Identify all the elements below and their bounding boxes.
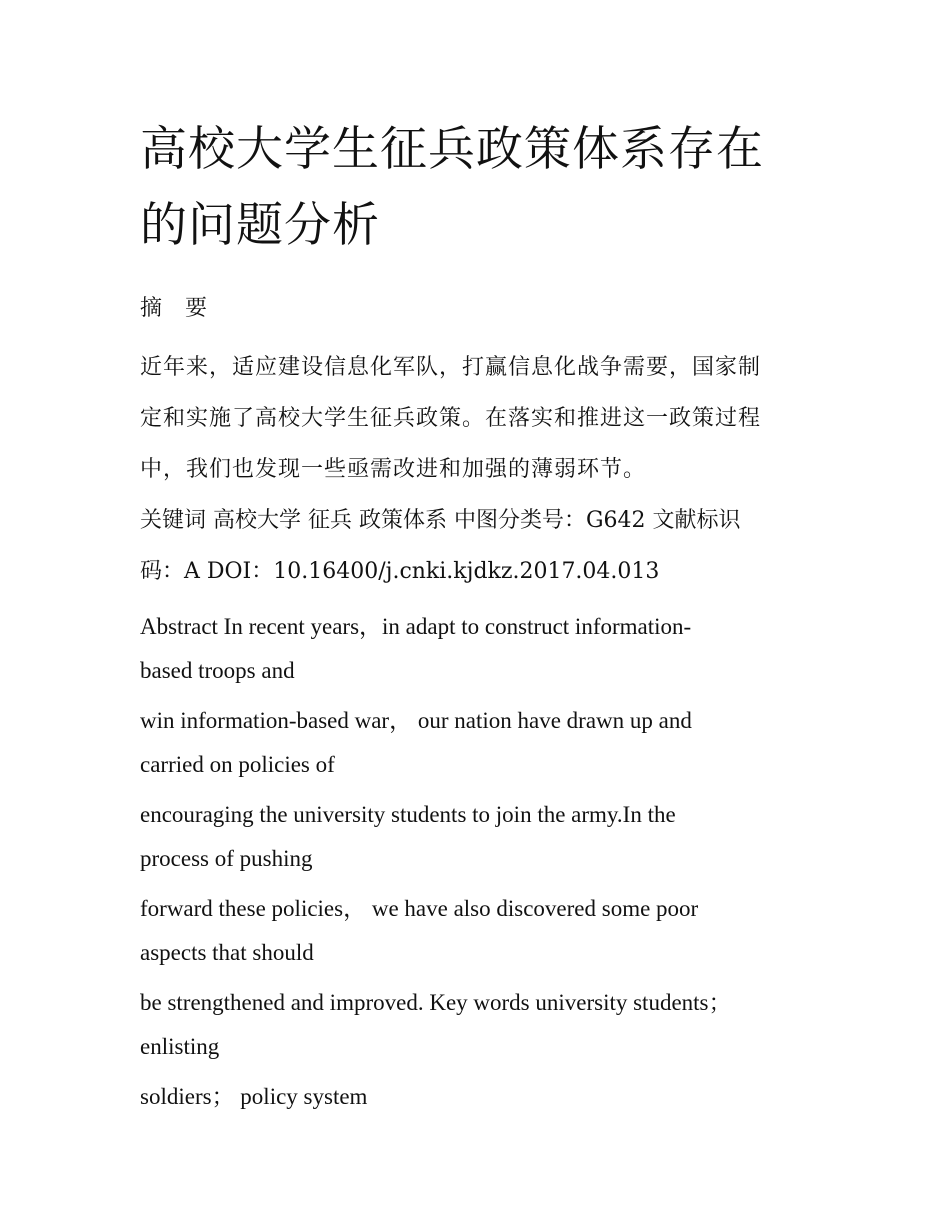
english-line: carried on policies of	[140, 752, 335, 777]
english-line: be strengthened and improved. Key words university students；	[140, 990, 732, 1015]
keywords-and-classification	[140, 495, 830, 597]
abstract-heading: 摘 要	[140, 296, 215, 321]
keywords-line-1: 关键词 高校大学 征兵 政策体系 中图分类号：G642 文献标识	[140, 508, 741, 533]
abstract-line-1: 近年来，适应建设信息化军队，打赢信息化战争需要，国家制	[140, 355, 762, 380]
english-line: aspects that should	[140, 940, 314, 965]
english-abstract-para	[140, 1075, 830, 1119]
title-line-1: 高校大学生征兵政策体系存在	[140, 122, 764, 177]
abstract-line-2: 定和实施了高校大学生征兵政策。在落实和推进这一政策过程	[140, 406, 762, 431]
english-line: forward these policies， we have also discovered some poor	[140, 896, 699, 921]
english-abstract	[140, 605, 830, 1119]
english-line: encouraging the university students to join the army.In the	[140, 802, 676, 827]
chinese-abstract	[140, 342, 830, 495]
english-line: process of pushing	[140, 846, 313, 871]
english-line: soldiers； policy system	[140, 1084, 368, 1109]
english-line: win information-based war， our nation have drawn up and	[140, 708, 692, 733]
english-abstract-para	[140, 699, 830, 787]
title-line-2: 的问题分析	[140, 198, 380, 253]
english-abstract-para	[140, 887, 830, 975]
english-abstract-para	[140, 793, 830, 881]
english-line: based troops and	[140, 658, 295, 683]
english-abstract-para	[140, 605, 830, 693]
english-line: enlisting	[140, 1034, 220, 1059]
document-title	[140, 112, 830, 264]
abstract-line-3: 中，我们也发现一些亟需改进和加强的薄弱环节。	[140, 457, 647, 482]
english-abstract-para	[140, 981, 830, 1069]
document-page	[140, 112, 830, 1125]
keywords-line-2: 码：A DOI：10.16400/j.cnki.kjdkz.2017.04.013	[140, 559, 660, 584]
english-line: Abstract In recent years，in adapt to construct information-	[140, 614, 692, 639]
